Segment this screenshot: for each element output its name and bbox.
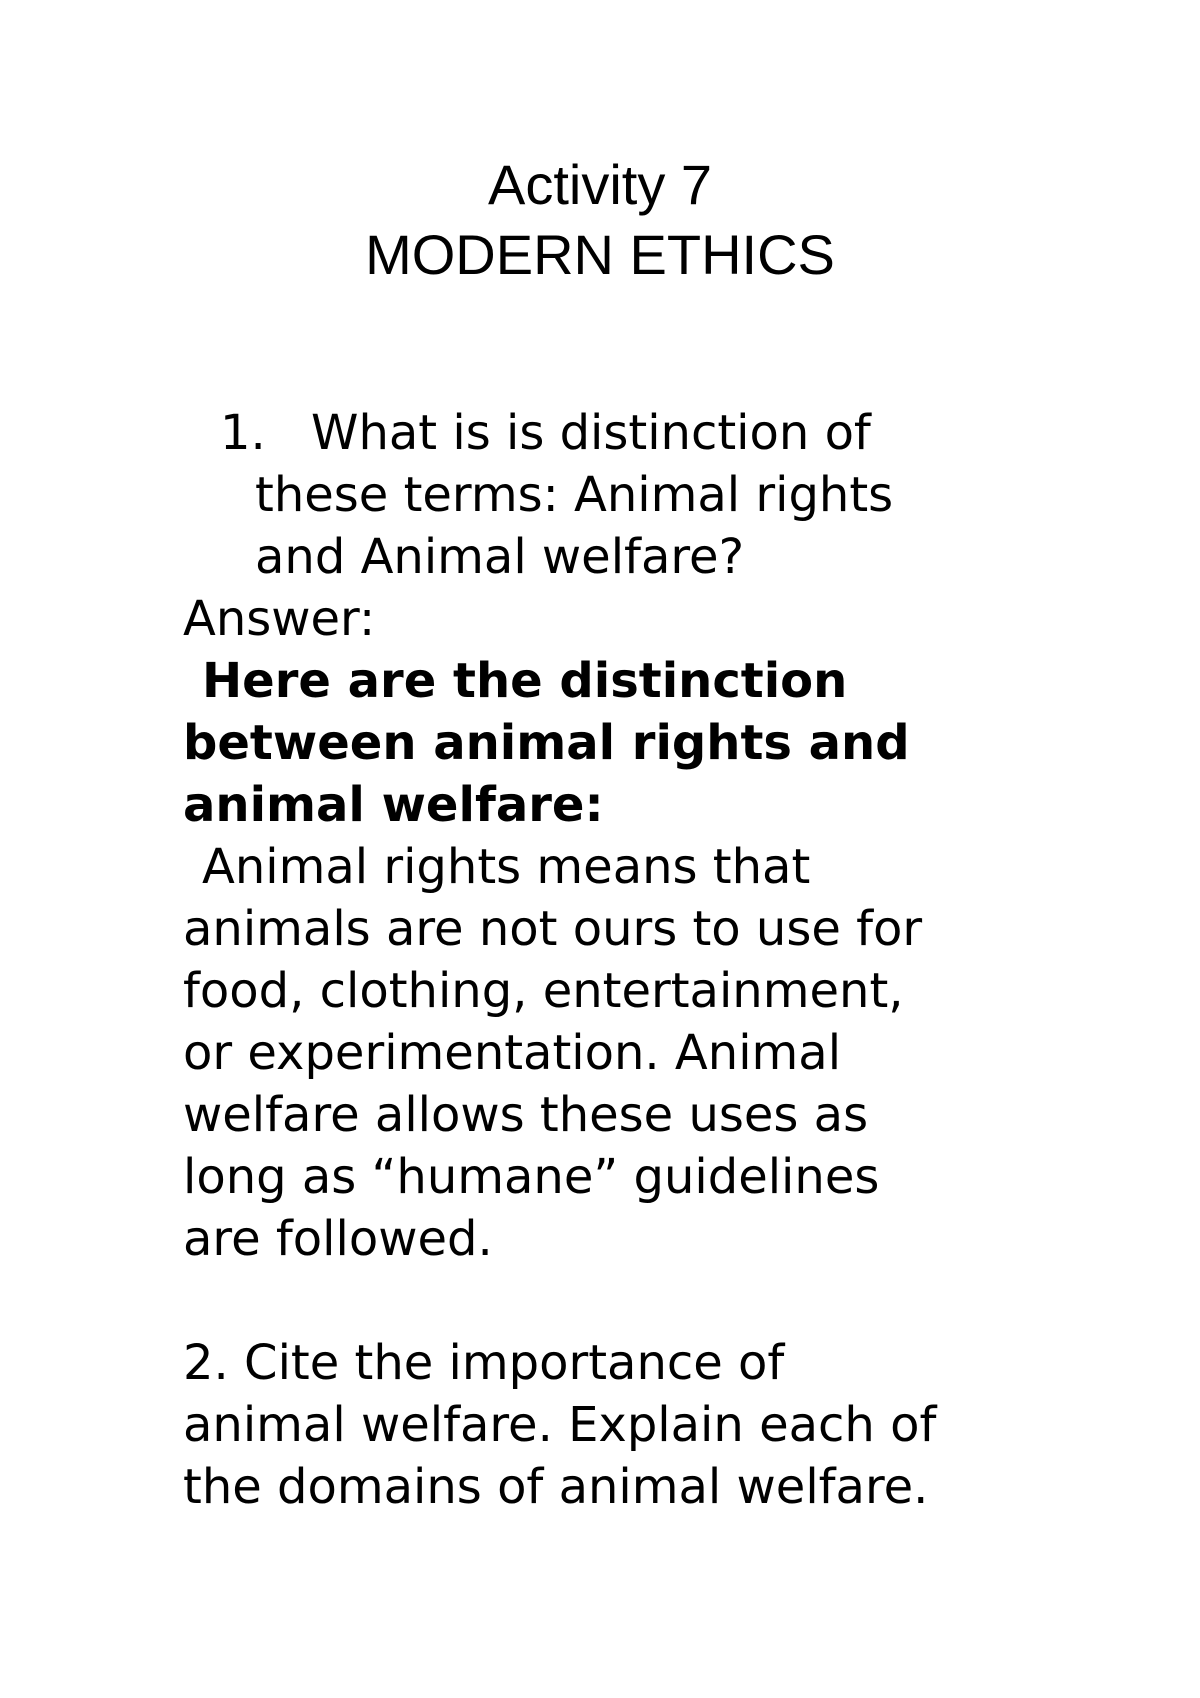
answer-body-line: food, clothing, entertainment, <box>183 963 904 1019</box>
answer-body-line: long as “humane” guidelines <box>183 1149 880 1205</box>
title-block <box>0 150 1200 290</box>
answer-heading-line: animal welfare: <box>183 777 604 833</box>
answer-label: Answer: <box>183 591 376 647</box>
question-1-line: and Animal welfare? <box>255 529 745 585</box>
question-1-line: these terms: Animal rights <box>255 467 894 523</box>
answer-heading-line: between animal rights and <box>183 715 910 771</box>
answer-body-line: Animal rights means that <box>202 839 811 895</box>
question-2-line: 2. Cite the importance of <box>183 1335 785 1391</box>
answer-heading-line: Here are the distinction <box>202 653 848 709</box>
question-1-line: What is is distinction of <box>311 405 871 461</box>
activity-title: Activity 7 <box>487 153 713 216</box>
question-2-line: animal welfare. Explain each of <box>183 1397 937 1453</box>
answer-body-line: animals are not ours to use for <box>183 901 923 957</box>
answer-body-line: or experimentation. Animal <box>183 1025 842 1081</box>
answer-body-line: are followed. <box>183 1211 493 1267</box>
subject-title: MODERN ETHICS <box>365 223 835 286</box>
question-2-line: the domains of animal welfare. <box>183 1459 929 1515</box>
question-1-number: 1. <box>220 405 266 461</box>
answer-body-line: welfare allows these uses as <box>183 1087 869 1143</box>
